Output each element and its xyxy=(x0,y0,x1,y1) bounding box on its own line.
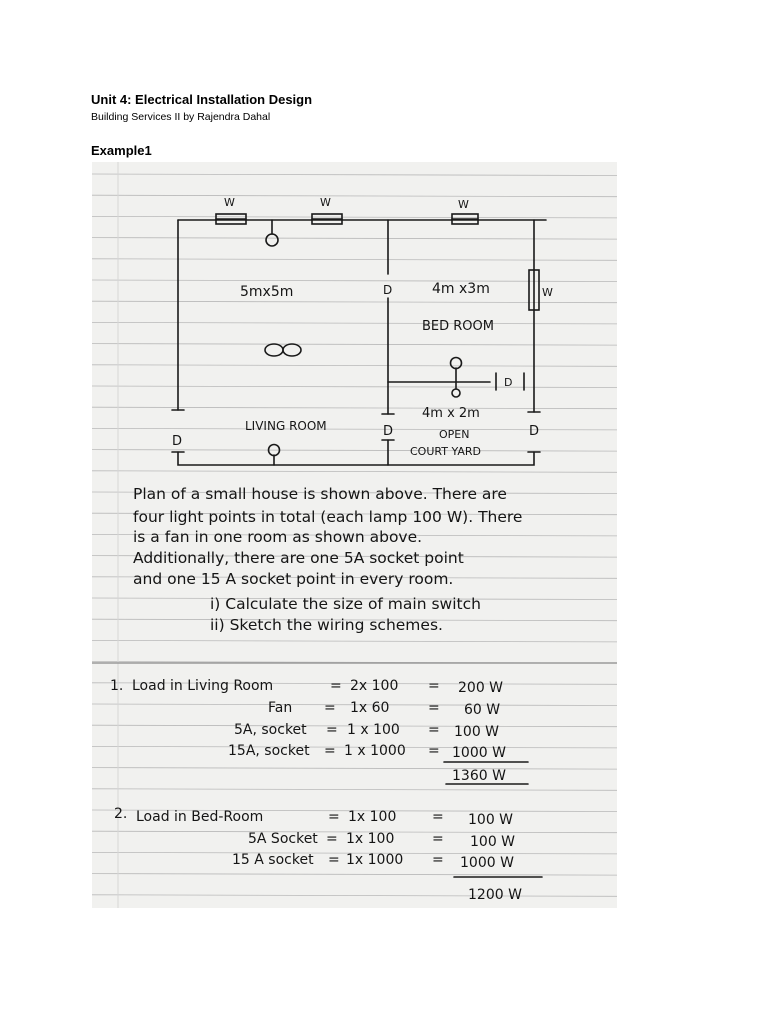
ruled-line xyxy=(92,640,617,642)
courtyard-dimension: 4m x 2m xyxy=(422,406,480,421)
courtyard-label-line2: COURT YARD xyxy=(410,445,481,458)
notebook-photo xyxy=(92,162,617,908)
ruled-line xyxy=(92,471,617,473)
calc-value: 1000 W xyxy=(452,745,506,761)
calc-bed-room xyxy=(114,806,542,903)
ruled-line xyxy=(92,768,617,770)
calc-expression: 2x 100 xyxy=(350,678,399,694)
ruled-line xyxy=(92,322,617,324)
window-label: W xyxy=(542,286,553,299)
calc-item: 15 A socket xyxy=(232,852,314,868)
problem-line: Plan of a small house is shown above. There are xyxy=(133,485,507,503)
light-point-icon xyxy=(452,382,460,397)
light-point-icon xyxy=(451,358,462,383)
door-label: D xyxy=(383,424,394,439)
calc-eq: = xyxy=(428,722,440,738)
bed-room-label: BED ROOM xyxy=(422,319,494,334)
calc-value: 100 W xyxy=(470,834,516,850)
calc-heading: Load in Living Room xyxy=(132,678,274,694)
calc-eq: = xyxy=(432,852,444,868)
calc-expression: 1x 1000 xyxy=(346,852,404,868)
calc-eq: = xyxy=(432,831,444,847)
calc-eq: = xyxy=(326,831,338,847)
door-jambs xyxy=(172,410,540,452)
courtyard-label-line1: OPEN xyxy=(439,428,470,441)
calc-eq: = xyxy=(428,700,440,716)
calc-eq: = xyxy=(324,700,336,716)
calc-item: 5A Socket xyxy=(248,831,318,847)
calc-expression: 1x 60 xyxy=(350,700,390,716)
calc-total: 1360 W xyxy=(452,768,506,784)
calc-value: 60 W xyxy=(464,702,501,718)
calc-eq: = xyxy=(326,722,338,738)
ruled-line xyxy=(92,216,617,218)
document-title: Unit 4: Electrical Installation Design xyxy=(91,92,313,107)
door-label: D xyxy=(529,424,540,439)
calc-expression: 1x 100 xyxy=(346,831,395,847)
living-room-label: LIVING ROOM xyxy=(245,419,327,433)
problem-line: Additionally, there are one 5A socket point xyxy=(133,549,464,567)
problem-line: and one 15 A socket point in every room. xyxy=(133,570,454,588)
living-room-dimension: 5mx5m xyxy=(240,284,294,300)
problem-line: i) Calculate the size of main switch xyxy=(210,595,481,613)
ruled-line xyxy=(92,789,617,791)
calc-eq: = xyxy=(330,678,342,694)
calc-value: 1000 W xyxy=(460,855,514,871)
bed-room-dimension: 4m x3m xyxy=(432,281,490,297)
ruled-line xyxy=(92,259,617,261)
light-point-icon xyxy=(269,445,280,466)
calc-eq: = xyxy=(428,743,440,759)
ruled-line xyxy=(92,195,617,197)
calc-number: 2. xyxy=(114,806,128,822)
calc-value: 200 W xyxy=(458,680,504,696)
door-label: D xyxy=(504,376,513,389)
problem-line: ii) Sketch the wiring schemes. xyxy=(210,616,443,634)
problem-statement xyxy=(133,485,522,634)
ruled-line xyxy=(92,386,617,388)
door-label: D xyxy=(172,434,183,449)
calc-expression: 1 x 1000 xyxy=(344,743,406,759)
calc-eq: = xyxy=(428,678,440,694)
problem-line: four light points in total (each lamp 100 W). There xyxy=(133,508,523,526)
calc-eq: = xyxy=(328,852,340,868)
ruled-line xyxy=(92,450,617,452)
calc-eq: = xyxy=(328,809,340,825)
ruled-line xyxy=(92,895,617,897)
calc-item: Fan xyxy=(268,700,293,716)
document-subtitle: Building Services II by Rajendra Dahal xyxy=(91,111,271,123)
ruled-line xyxy=(92,407,617,409)
calc-item: 15A, socket xyxy=(228,743,310,759)
window-label: W xyxy=(320,196,331,209)
ruled-line xyxy=(92,238,617,240)
calc-eq: = xyxy=(324,743,336,759)
calc-expression: 1x 100 xyxy=(348,809,397,825)
door-label: D xyxy=(383,283,393,297)
light-point-icon xyxy=(266,220,278,246)
problem-line: is a fan in one room as shown above. xyxy=(133,528,423,546)
ruled-line xyxy=(92,344,617,346)
calc-number: 1. xyxy=(110,678,124,694)
example-heading: Example1 xyxy=(91,143,152,158)
notebook-page xyxy=(92,162,617,908)
floor-plan xyxy=(172,196,553,465)
calc-value: 100 W xyxy=(468,812,514,828)
ruled-line xyxy=(92,874,617,876)
ruled-line xyxy=(92,365,617,367)
window-label: W xyxy=(458,198,469,211)
calc-total: 1200 W xyxy=(468,887,522,903)
calc-heading: Load in Bed-Room xyxy=(136,809,264,825)
calc-item: 5A, socket xyxy=(234,722,307,738)
calc-eq: = xyxy=(432,809,444,825)
ruled-line xyxy=(92,174,617,176)
calc-value: 100 W xyxy=(454,724,500,740)
window-label: W xyxy=(224,196,235,209)
calc-expression: 1 x 100 xyxy=(347,722,400,738)
fan-icon xyxy=(265,344,301,356)
